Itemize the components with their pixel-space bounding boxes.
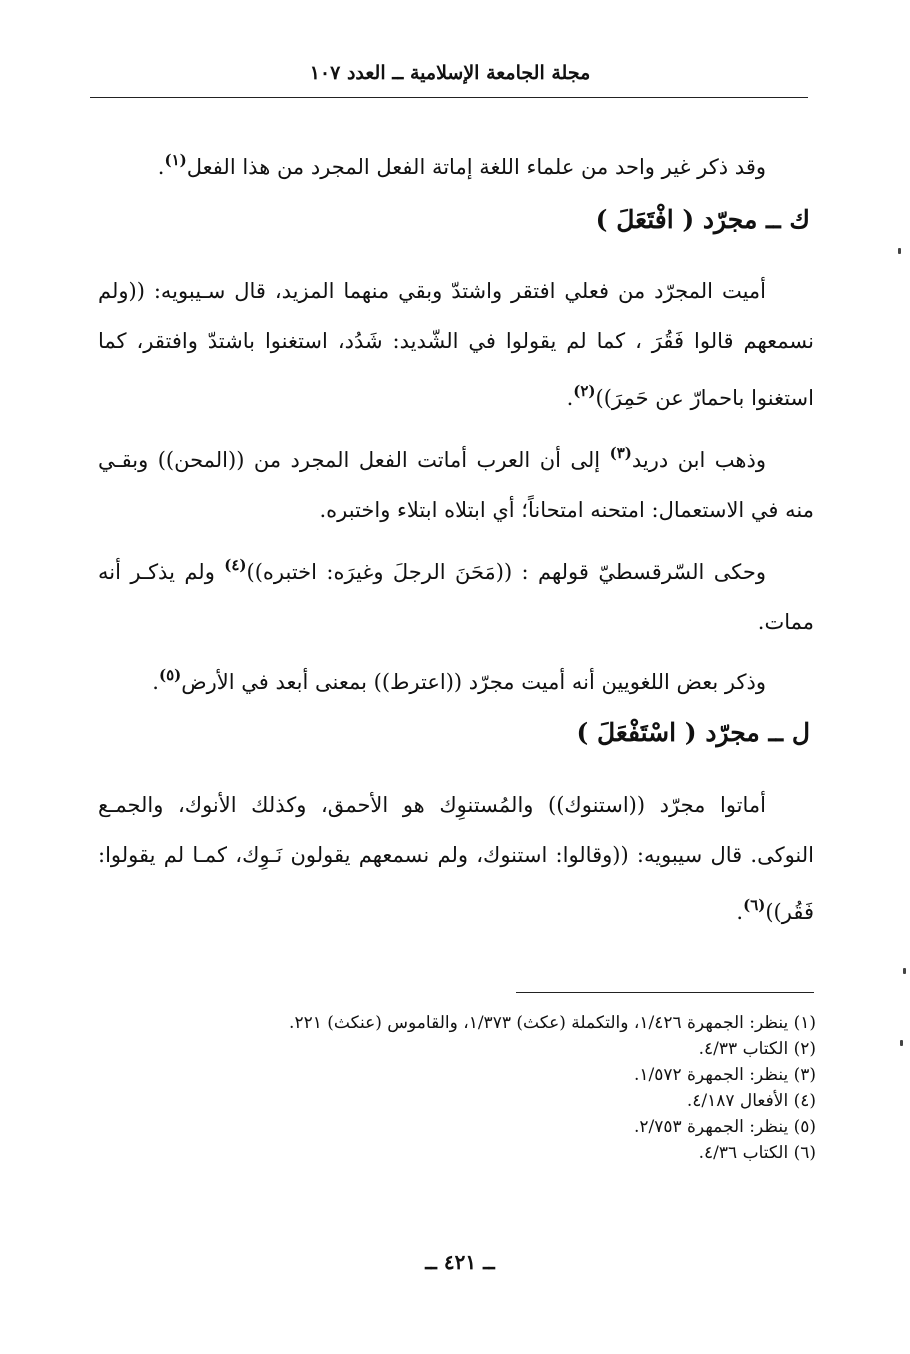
section-heading-l: ل ــ مجرّد ( اسْتَفْعَلَ )	[576, 718, 810, 747]
paragraph-2	[98, 266, 814, 423]
journal-header: مجلة الجامعة الإسلامية ــ العدد ١٠٧	[309, 62, 591, 84]
footnotes-list	[120, 1010, 816, 1166]
scan-speck	[898, 248, 901, 254]
footnote-item: (٣) ينظر: الجمهرة ١/٥٧٢.	[633, 1065, 816, 1085]
paragraph-text: أميت المجرّد من فعلي افتقر واشتدّ وبقي منهما المزيد، قال سـيبويه: ((ولم نسمعهم قالوا فَقُرَ ، كما لم يقولوا في الشّديد: شَدُد، استغنوا باشتدّ وافتقر، كما استغنوا باحمارّ عن حَمِرَ))	[98, 279, 814, 410]
paragraph-text: إلى أن العرب أماتت الفعل المجرد من ((المحن)) وبقـي منه في الاستعمال: امتحنه امتحاناً؛ أي ابتلاه ابتلاء واختبره.	[98, 448, 814, 522]
paragraph-end: .	[152, 670, 159, 694]
scan-speck	[903, 968, 906, 974]
paragraph-text: وذهب ابن دريد	[631, 448, 766, 472]
footnote-item: (٦) الكتاب ٤/٣٦.	[698, 1143, 816, 1163]
footnote-ref[interactable]: (٢)	[573, 382, 596, 400]
footnote-item: (٥) ينظر: الجمهرة ٢/٧٥٣.	[633, 1117, 816, 1137]
paragraph-text: ولم يذكـر أنه ممات.	[98, 560, 814, 634]
paragraph-end: .	[566, 386, 574, 410]
paragraph-end: .	[736, 900, 744, 924]
footnote-ref[interactable]: (٦)	[743, 896, 766, 914]
paragraph-4	[98, 540, 814, 647]
footnote-item: (١) ينظر: الجمهرة ١/٤٢٦، والتكملة (عكث) ١/٣٧٣، والقاموس (عنكث) ٢٢١.	[289, 1013, 816, 1033]
paragraph-1	[98, 135, 814, 192]
section-heading-k: ك ــ مجرّد ( افْتَعَلَ )	[595, 205, 810, 234]
footnote-item: (٢) الكتاب ٤/٣٣.	[698, 1039, 816, 1059]
paragraph-text: أماتوا مجرّد ((استنوك)) والمُستنوِك هو الأحمق، وكذلك الأنوك، والجمـع النوكى. قال سيبويه: ((وقالوا: استنوك، ولم نسمعهم يقولون نَـوِك، كمـا لم يقولوا: فَقُر))	[98, 793, 814, 924]
paragraph-text: وحكى السّرقسطيّ قولهم : ((مَحَنَ الرجلَ وغيرَه: اختبره))	[246, 560, 766, 584]
scan-speck	[900, 1040, 903, 1046]
paragraph-text: وذكر بعض اللغويين أنه أميت مجرّد ((اعترط)) بمعنى أبعد في الأرض	[181, 670, 766, 694]
paragraph-text: وقد ذكر غير واحد من علماء اللغة إماتة الفعل المجرد من هذا الفعل	[186, 155, 766, 179]
footnote-ref[interactable]: (٣)	[609, 444, 632, 462]
page-number: ــ ٤٢١ ــ	[425, 1250, 495, 1274]
header-divider	[90, 97, 808, 98]
paragraph-end: .	[157, 155, 165, 179]
footnote-ref[interactable]: (٤)	[224, 556, 247, 574]
footnote-ref[interactable]: (٥)	[158, 666, 182, 684]
paragraph-6	[98, 780, 814, 937]
footnote-divider	[516, 992, 814, 993]
footnote-item: (٤) الأفعال ٤/١٨٧.	[686, 1091, 816, 1111]
paragraph-5	[98, 650, 814, 707]
footnote-ref[interactable]: (١)	[164, 151, 187, 169]
paragraph-3	[98, 428, 814, 535]
